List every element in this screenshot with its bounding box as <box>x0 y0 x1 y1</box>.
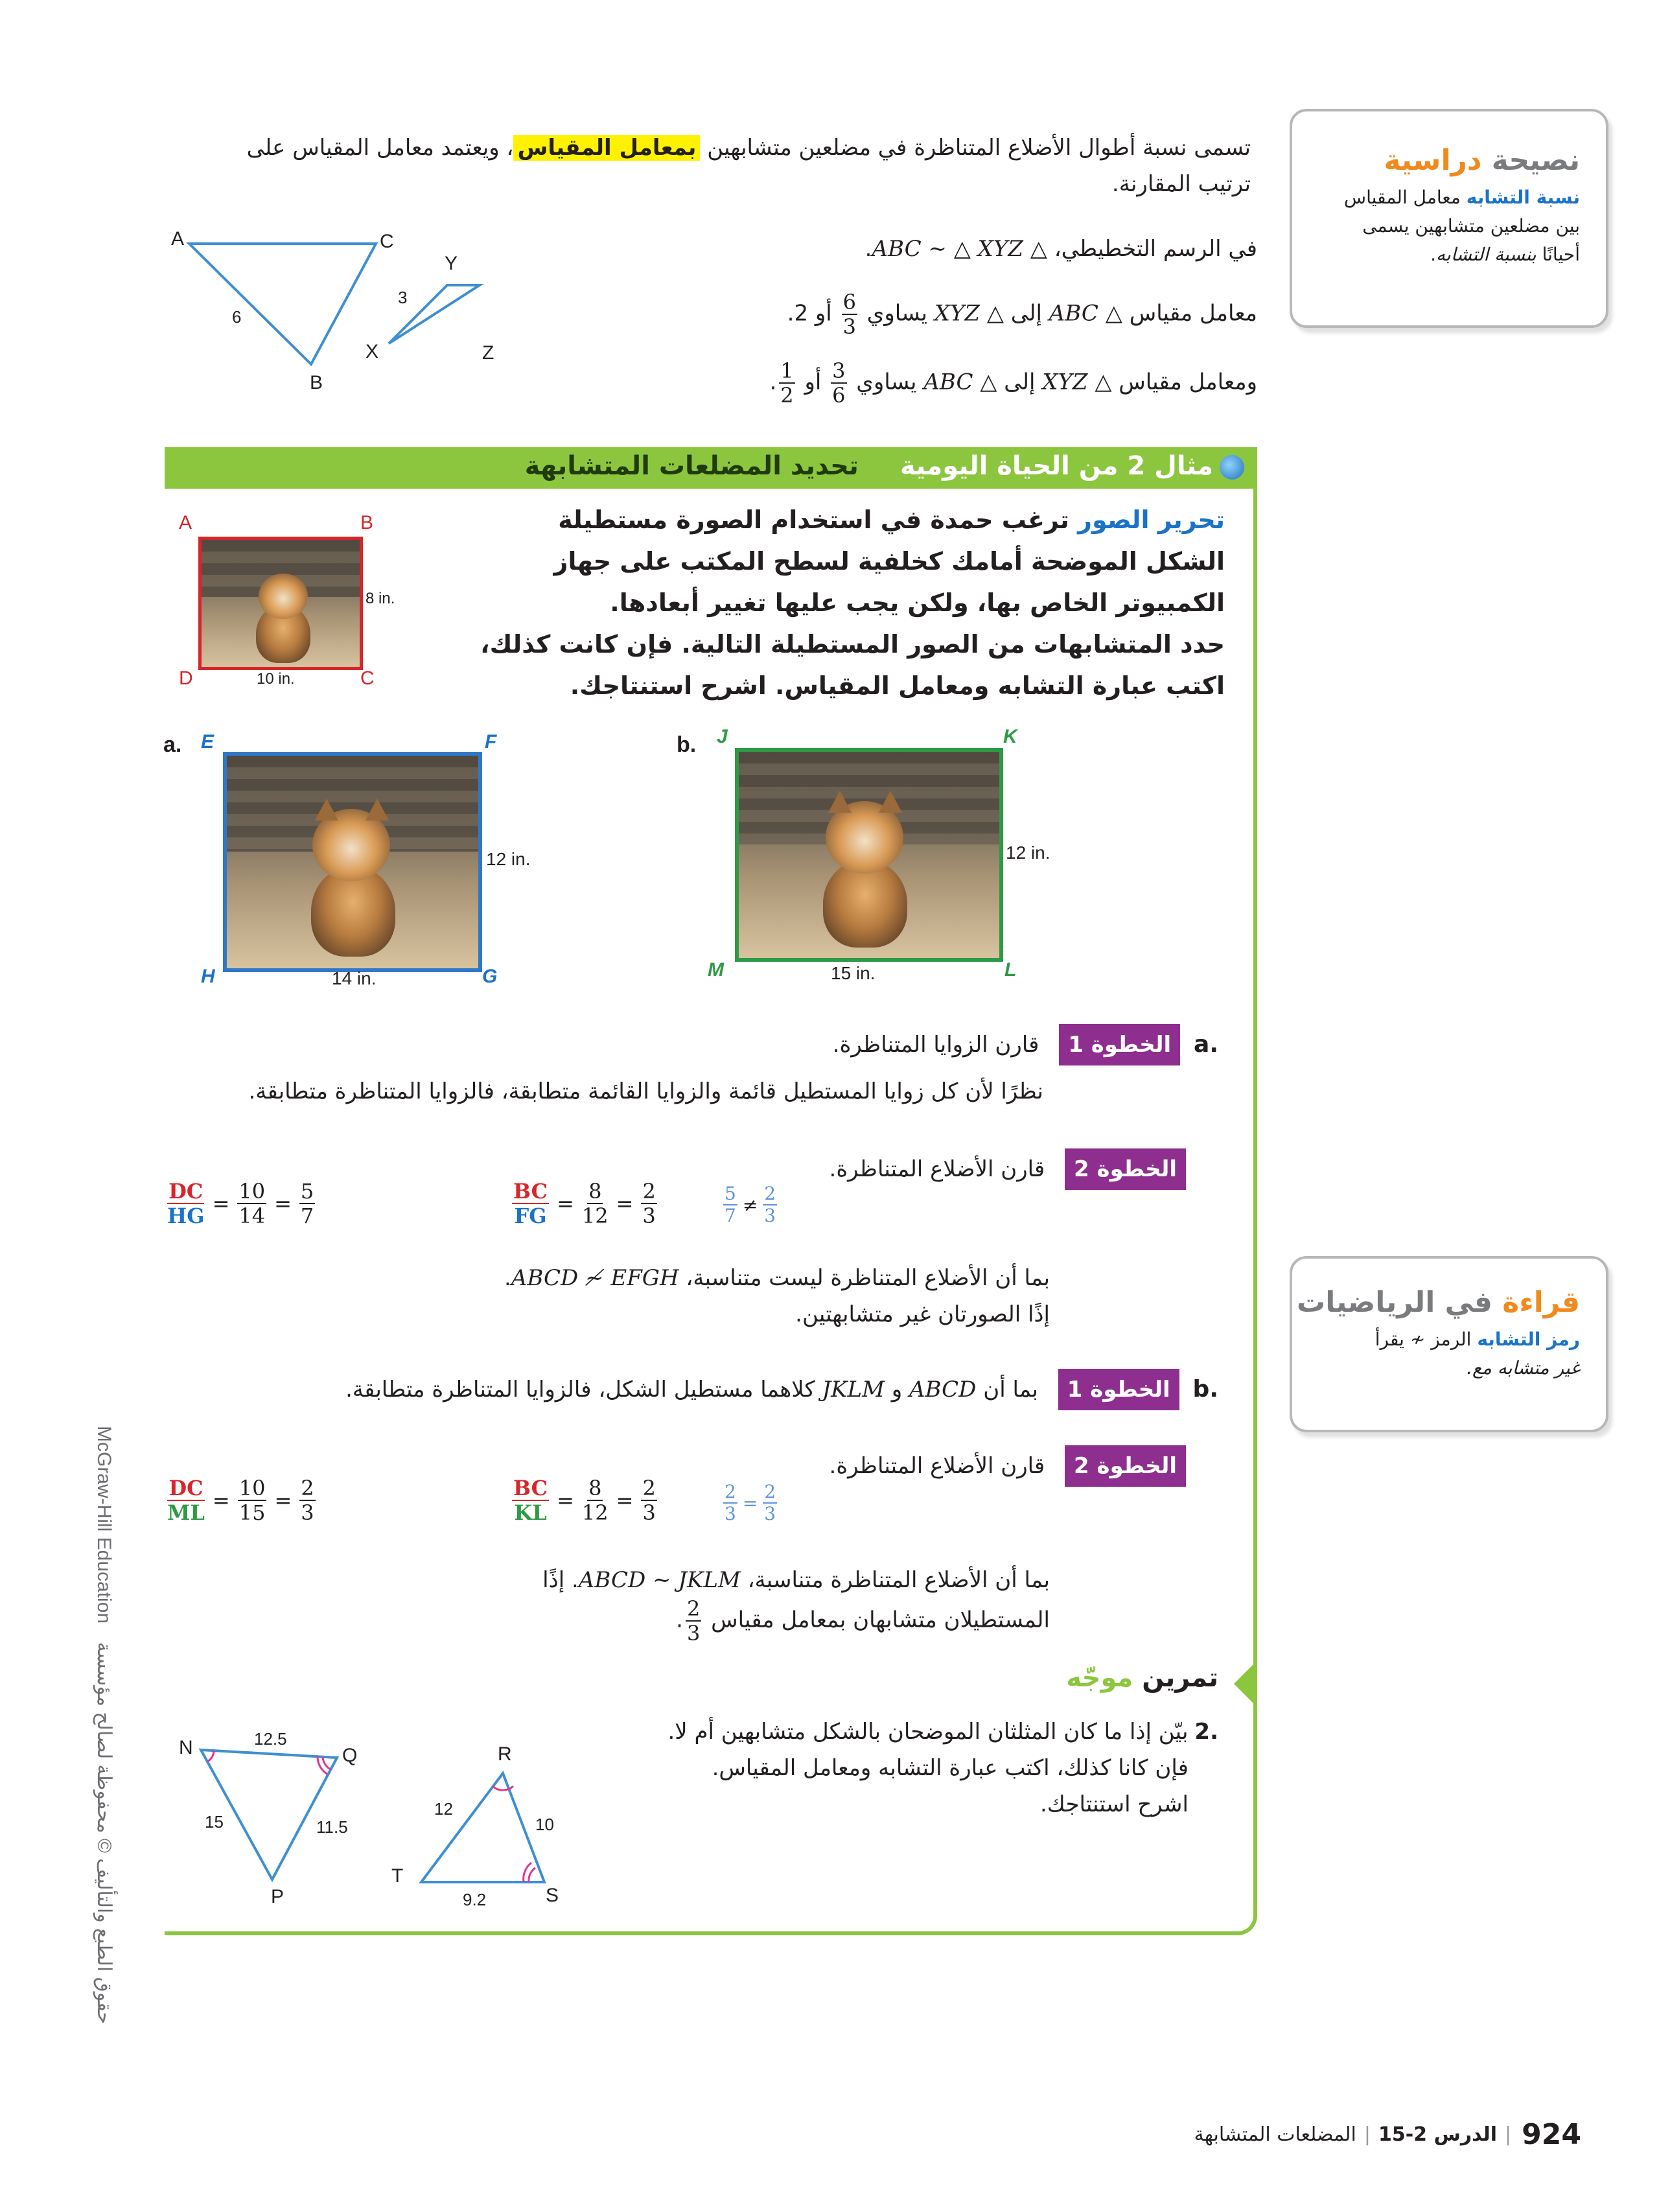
scale-factor-term: بمعامل المقياس <box>513 135 700 161</box>
fraction: $\frac{2}{3}$ <box>686 1596 701 1646</box>
label-E: E <box>201 731 215 752</box>
part-a-label: a. <box>163 732 182 757</box>
part-a-step-1-detail: نظرًا لأن كل زوايا المستطيل قائمة والزوايا القائمة متطابقة، فالزوايا المتناظرة متطابقة. <box>248 1078 1043 1104</box>
example-header: مثال 2 من الحياة اليومية تحديد المضلعات المتشابهة <box>165 447 1257 489</box>
label-C: C <box>380 231 394 252</box>
label-TS: 9.2 <box>463 1890 487 1909</box>
step-2-badge: الخطوة 2 <box>1065 1445 1186 1487</box>
intro-line-2: ترتيب المقارنة. <box>1111 171 1251 197</box>
reading-math-box: قراءة في الرياضيات رمز التشابه الرمز ≁ يقرأ غير متشابه مع. <box>1290 1256 1608 1432</box>
label-T: T <box>391 1865 404 1887</box>
step-2-badge: الخطوة 2 <box>1065 1148 1186 1190</box>
step-1-badge: الخطوة 1 <box>1058 1369 1179 1410</box>
label-Z: Z <box>482 342 494 364</box>
label-side-3: 3 <box>398 288 408 307</box>
label-L: L <box>1004 959 1017 981</box>
triangles-abc-xyz <box>162 220 525 408</box>
label-rect-C: C <box>360 668 375 689</box>
part-a-step-1: .a الخطوة 1 قارن الزوايا المتناظرة. <box>648 1024 1218 1065</box>
scale-factor-1: معامل مقياس △ ABC إلى △ XYZ يساوي $\frac{6}{3}$ أو 2. <box>787 290 1257 339</box>
example-problem: تحرير الصور ترغب حمدة في استخدام الصورة مستطيلة الشكل الموضحة أمامك كخلفية لسطح المكتب على جهاز الكمبيوتر الخاص بها، ولكن يجب عليها تغيير أبعادها. حدد المتشابهات من الصور المستطيلة التالية. فإن كانت كذلك، اكتب عبارة التشابه ومعامل المقياس. اشرح استنتاجك. <box>480 506 1225 700</box>
fraction: $\frac{6}{3}$ <box>842 290 856 339</box>
label-B: B <box>310 372 323 393</box>
label-H: H <box>201 966 215 987</box>
label-efgh-12in: 12 in. <box>486 849 531 869</box>
part-a-ratio-bc-fg: $\frac{BC}{FG}$ = $\frac{8}{12}$ = $\frac{2}{3}$ <box>513 1179 656 1228</box>
part-a-compare: $\frac{5}{7}$ ≠ $\frac{2}{3}$ <box>725 1183 776 1226</box>
label-R: R <box>498 1743 512 1765</box>
intro-paragraph <box>175 130 1251 202</box>
guided-arrow <box>1234 1664 1253 1703</box>
label-Y: Y <box>445 253 458 274</box>
label-A: A <box>171 228 185 250</box>
fraction: $\frac{3}{6}$ <box>832 358 846 408</box>
part-b-ratio-dc-ml: $\frac{DC}{ML}$ = $\frac{10}{15}$ = $\frac{2}{3}$ <box>167 1476 314 1525</box>
label-rect-10in: 10 in. <box>257 670 295 688</box>
publisher-vertical: McGraw-Hill Education حقوق الطبع والتأليف © محفوظة لصالح مؤسسة <box>93 1426 115 2024</box>
label-M: M <box>708 959 724 981</box>
label-side-6: 6 <box>232 307 242 327</box>
study-tip-title: نصيحة دراسية <box>1384 144 1580 177</box>
label-QP: 11.5 <box>316 1817 348 1837</box>
label-Q: Q <box>342 1745 358 1766</box>
label-NP: 15 <box>205 1812 224 1832</box>
label-TR: 12 <box>434 1799 453 1819</box>
part-b-ratio-bc-kl: $\frac{BC}{KL}$ = $\frac{8}{12}$ = $\frac{2}{3}$ <box>513 1476 656 1525</box>
lesson-title: المضلعات المتشابهة <box>1194 2123 1356 2146</box>
label-P: P <box>271 1886 284 1907</box>
page-footer: 924 | الدرس 2-15 | المضلعات المتشابهة <box>1194 2118 1581 2151</box>
step-1-badge: الخطوة 1 <box>1059 1024 1180 1065</box>
fraction: $\frac{1}{2}$ <box>780 358 794 408</box>
reading-math-title: قراءة في الرياضيات <box>1297 1286 1580 1319</box>
kitten-photo-efgh <box>223 752 482 972</box>
label-G: G <box>482 966 498 987</box>
globe-icon <box>1220 455 1244 480</box>
label-efgh-14in: 14 in. <box>332 968 377 988</box>
label-J: J <box>717 726 728 747</box>
label-jklm-15in: 15 in. <box>831 963 876 983</box>
part-b-compare: $\frac{2}{3}$ = $\frac{2}{3}$ <box>725 1481 776 1524</box>
part-a-ratio-dc-hg: $\frac{DC}{HG}$ = $\frac{10}{14}$ = $\frac{5}{7}$ <box>167 1179 314 1228</box>
label-rect-D: D <box>179 668 193 689</box>
part-a-conclusion: بما أن الأضلاع المتناظرة ليست متناسبة، ABCD ≁ EFGH. إذًا الصورتان غير متشابهتين. <box>504 1265 1050 1327</box>
part-b-label: b. <box>677 732 697 757</box>
part-b-step-1: .b الخطوة 1 بما أن ABCD و JKLM كلاهما مستطيل الشكل، فالزوايا المتناظرة متطابقة. <box>272 1369 1218 1410</box>
guided-practice-title: تمرين موجّه <box>1066 1663 1218 1693</box>
lesson-label: الدرس 2-15 <box>1378 2123 1498 2146</box>
intro-line-1: تسمى نسبة أطوال الأضلاع المتناظرة في مضلعين متشابهين بمعامل المقياس، ويعتمد معامل المقياس على <box>246 135 1251 161</box>
label-rect-B: B <box>360 512 374 533</box>
part-b-step-2: الخطوة 2 قارن الأضلاع المتناظرة. <box>648 1445 1186 1487</box>
label-S: S <box>546 1885 559 1906</box>
label-rect-8in: 8 in. <box>365 590 395 607</box>
label-rect-A: A <box>179 512 192 533</box>
guided-question: .2بيّن إذا ما كان المثلثان الموضحان بالشكل متشابهين أم لا. فإن كانا كذلك، اكتب عبارة التشابه ومعامل المقياس. اشرح استنتاجك. <box>667 1719 1218 1817</box>
label-NQ: 12.5 <box>254 1729 287 1749</box>
kitten-photo-jklm <box>735 748 1003 962</box>
part-a-step-2: الخطوة 2 قارن الأضلاع المتناظرة. <box>648 1148 1186 1190</box>
label-jklm-12in: 12 in. <box>1006 843 1050 863</box>
page-number: 924 <box>1522 2118 1581 2151</box>
diagram-statement: في الرسم التخطيطي، △ ABC ∼ △ XYZ. <box>864 236 1257 262</box>
label-X: X <box>365 341 379 362</box>
part-b-conclusion: بما أن الأضلاع المتناظرة متناسبة، ABCD ∼ JKLM. إذًا المستطيلان متشابهان بمعامل مقياس $\frac{2}{3}$ . <box>542 1567 1050 1646</box>
kitten-photo-abcd <box>198 537 363 670</box>
label-N: N <box>179 1737 193 1758</box>
label-RS: 10 <box>535 1815 554 1834</box>
study-tip-box: نصيحة دراسية نسبة التشابه معامل المقياس بين مضلعين متشابهين يسمى أحيانًا بنسبة التشابه. <box>1290 109 1608 328</box>
label-K: K <box>1003 726 1017 747</box>
scale-factor-2: ومعامل مقياس △ XYZ إلى △ ABC يساوي $\frac{3}{6}$ أو $\frac{1}{2}$ . <box>769 358 1257 408</box>
label-F: F <box>485 731 497 752</box>
